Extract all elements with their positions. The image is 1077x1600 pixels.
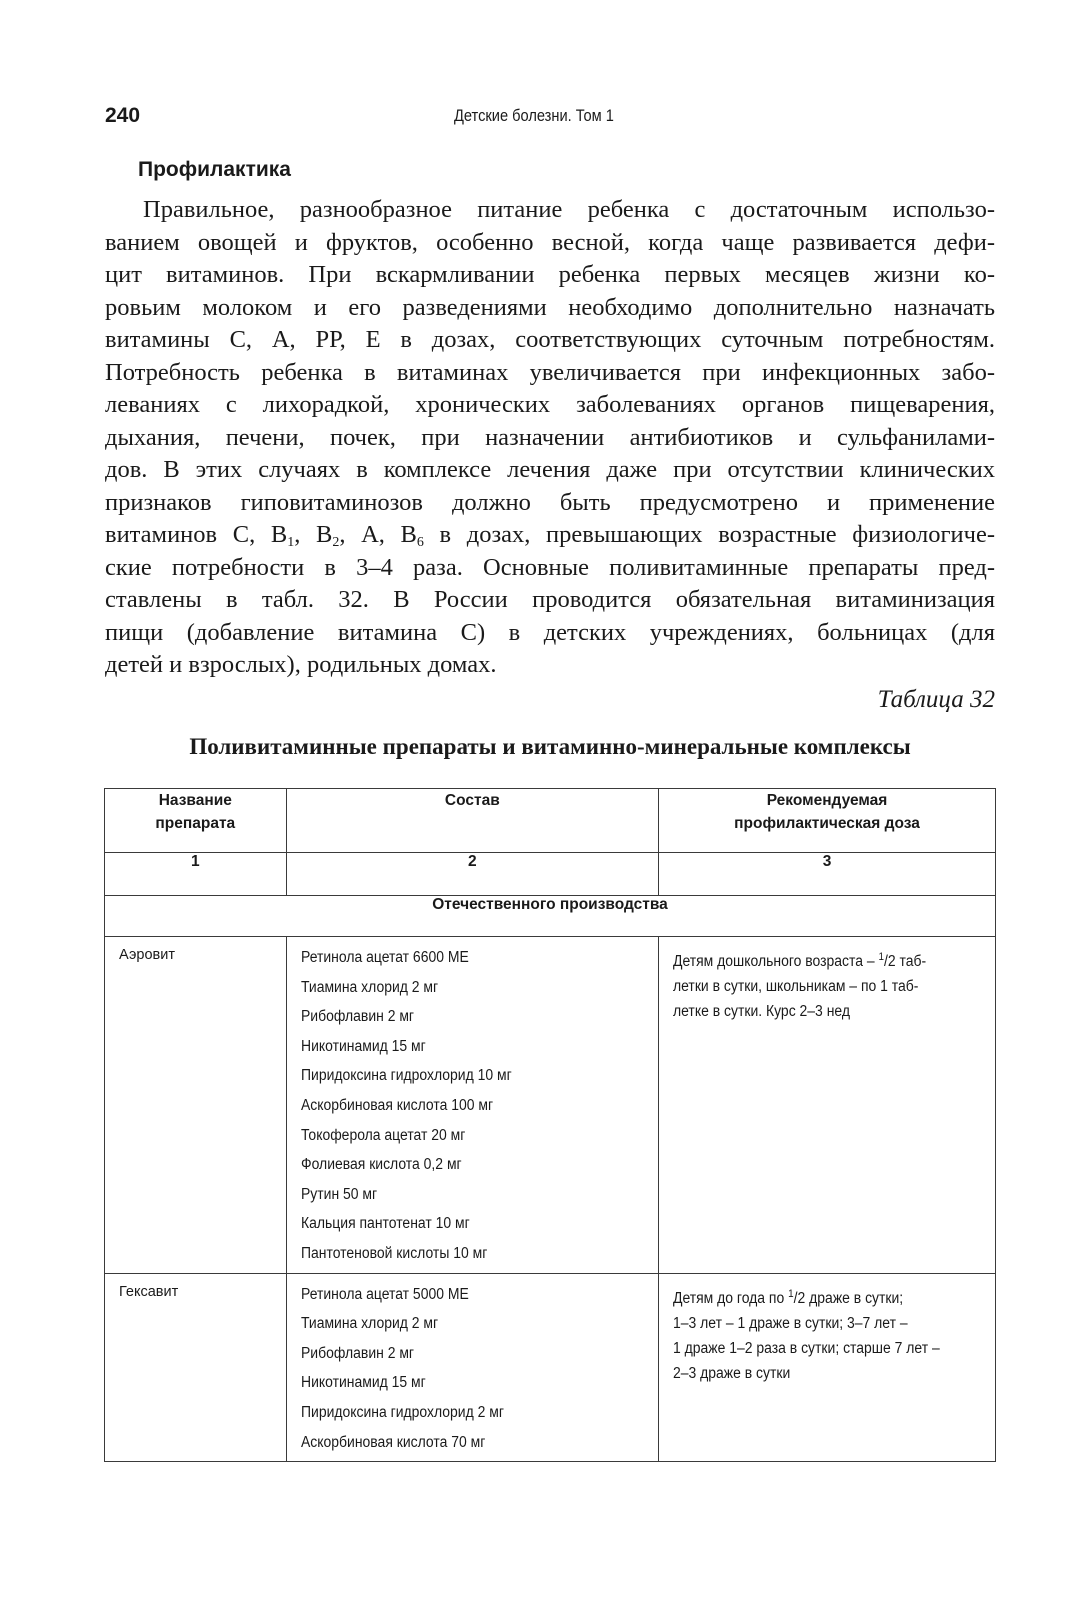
composition-item: Кальция пантотенат 10 мг	[300, 1215, 470, 1233]
dose-cell	[659, 1273, 996, 1462]
fraction-numerator: 1	[788, 1287, 794, 1300]
column-header-name	[105, 789, 287, 853]
vitamins-table	[104, 788, 996, 1462]
dose-line	[673, 1282, 954, 1311]
dose-line: 2–3 драже в сутки	[673, 1364, 791, 1382]
composition-cell	[286, 937, 658, 1274]
composition-item: Пантотеновой кислоты 10 мг	[300, 1244, 487, 1262]
composition-item: Токоферола ацетат 20 мг	[300, 1126, 465, 1144]
composition-item: Ретинола ацетат 5000 МЕ	[300, 1285, 469, 1303]
dose-line: летке в сутки. Курс 2–3 нед	[673, 1003, 851, 1021]
drug-name: Аэровит	[105, 937, 287, 1274]
table-label: Таблица 32	[877, 686, 995, 713]
dose-line	[673, 945, 954, 974]
paragraph-line: ровьим молоком и его разведениями необходимо дополнительно назначать	[105, 293, 995, 321]
composition-item: Ретинола ацетат 6600 МЕ	[300, 949, 469, 966]
header-line: препарата	[155, 815, 236, 832]
table-section-label: Отечественного производства	[105, 896, 996, 937]
composition-item: Аскорбиновая кислота 70 мг	[300, 1433, 485, 1451]
paragraph-line: пищи (добавление витамина С) в детских учреждениях, больницах (для	[105, 618, 995, 646]
header-line: Название	[158, 792, 232, 809]
composition-item: Рибофлавин 2 мг	[300, 1344, 414, 1362]
line-segment: в дозах, превышающих возрастные физиологиче-	[423, 521, 996, 548]
paragraph-line: детей и взрослых), родильных домах.	[105, 651, 497, 678]
dose-line: летки в сутки, школьникам – по 1 таб-	[673, 978, 919, 996]
column-number: 2	[286, 853, 658, 896]
section-heading: Профилактика	[138, 158, 291, 181]
composition-item: Пиридоксина гидрохлорид 2 мг	[300, 1403, 504, 1421]
header-line: профилактическая доза	[734, 815, 920, 832]
dose-line: 1 драже 1–2 раза в сутки; старше 7 лет –	[673, 1339, 940, 1357]
column-number: 1	[105, 853, 287, 896]
paragraph-line: ставлены в табл. 32. В России проводится обязательная витаминизация	[105, 586, 995, 613]
dose-text: драже в сутки;	[805, 1289, 904, 1307]
running-head	[105, 104, 995, 132]
body-paragraph	[105, 194, 995, 682]
subscript: 2	[332, 535, 340, 550]
dose-text: таб-	[895, 953, 927, 971]
table-header-row	[105, 789, 996, 853]
page-number: 240	[105, 104, 141, 127]
paragraph-line: признаков гиповитаминозов должно быть предусмотрено и применение	[105, 488, 995, 516]
composition-item: Рутин 50 мг	[300, 1185, 377, 1203]
composition-item: Тиамина хлорид 2 мг	[300, 1315, 438, 1333]
paragraph-line: леваниях с лихорадкой, хронических заболеваниях органов пищеварения,	[105, 391, 995, 418]
paragraph-line: витамины С, А, РР, Е в дозах, соответствующих суточным потребностям.	[105, 326, 995, 353]
table-title: Поливитаминные препараты и витаминно-минеральные комплексы	[189, 734, 911, 759]
paragraph-line: дыхания, печени, почек, при назначении антибиотиков и сульфанилами-	[105, 423, 995, 451]
composition-item: Фолиевая кислота 0,2 мг	[300, 1156, 462, 1174]
line-segment: , А, В	[339, 521, 417, 548]
fraction-numerator: 1	[878, 951, 885, 963]
fraction-denominator: 2	[797, 1289, 806, 1307]
column-number-row	[105, 853, 996, 896]
composition-cell	[286, 1273, 658, 1462]
subscript: 6	[416, 535, 424, 550]
subscript: 1	[287, 535, 295, 550]
table-row	[105, 1273, 996, 1462]
line-segment: витаминов С, В	[105, 521, 288, 548]
paragraph-line: Правильное, разнообразное питание ребенка с достаточным использо-	[143, 196, 995, 223]
composition-item: Пиридоксина гидрохлорид 10 мг	[300, 1067, 512, 1085]
column-header-dose	[659, 789, 996, 853]
composition-item: Никотинамид 15 мг	[300, 1374, 426, 1392]
composition-item: Никотинамид 15 мг	[300, 1037, 426, 1055]
paragraph-line: цит витаминов. При вскармливании ребенка первых месяцев жизни ко-	[105, 261, 995, 288]
paragraph-line: Потребность ребенка в витаминах увеличивается при инфекционных забо-	[105, 358, 995, 386]
dose-text: Детям дошкольного возраста –	[673, 953, 879, 971]
line-segment: , В	[294, 521, 333, 548]
fraction: $^1$/2	[788, 1287, 806, 1307]
composition-item: Рибофлавин 2 мг	[300, 1008, 414, 1026]
fraction-denominator: 2	[887, 953, 896, 971]
table-section-row	[105, 896, 996, 937]
dose-cell	[659, 937, 996, 1274]
column-number: 3	[659, 853, 996, 896]
paragraph-line: ские потребности в 3–4 раза. Основные поливитаминные препараты пред-	[105, 553, 995, 581]
header-line: Рекомендуемая	[766, 792, 888, 809]
dose-text: Детям до года по	[673, 1289, 789, 1307]
paragraph-line: ванием овощей и фруктов, особенно весной, когда чаще развивается дефи-	[105, 228, 995, 256]
composition-item: Аскорбиновая кислота 100 мг	[300, 1096, 493, 1114]
drug-name: Гексавит	[105, 1273, 287, 1462]
column-header-composition: Состав	[286, 789, 658, 853]
paragraph-line-with-subscripts	[105, 519, 995, 552]
dose-line: 1–3 лет – 1 драже в сутки; 3–7 лет –	[673, 1314, 908, 1332]
fraction: $^1$/2	[878, 951, 896, 971]
running-title: Детские болезни. Том 1	[454, 106, 614, 125]
paragraph-line: дов. В этих случаях в комплексе лечения даже при отсутствии клинических	[105, 456, 995, 483]
table-row	[105, 937, 996, 1274]
composition-item: Тиамина хлорид 2 мг	[300, 978, 438, 996]
